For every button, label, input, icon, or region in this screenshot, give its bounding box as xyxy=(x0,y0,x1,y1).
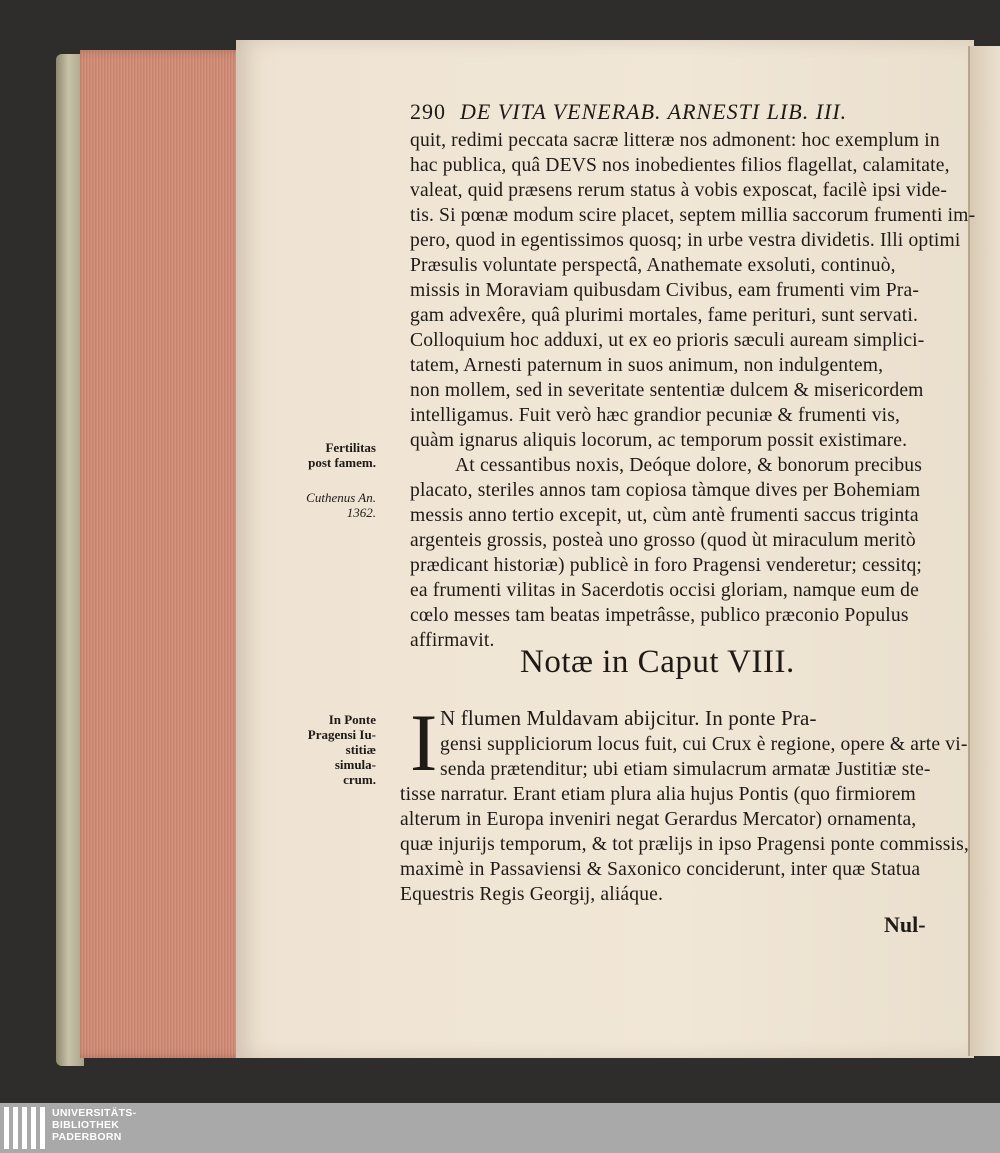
body-line: ea frumenti vilitas in Sacerdotis occisi gloriam, namque eum de xyxy=(410,580,919,601)
margin-note-line: Fertilitas xyxy=(325,440,376,455)
margin-note-line: stitiæ simula- xyxy=(334,742,376,772)
body-line: gam advexêre, quâ plurimi mortales, fame perituri, sunt servati. xyxy=(410,305,918,326)
margin-note-line: In Ponte xyxy=(328,712,376,727)
body-line: placato, steriles annos tam copiosa tàmque dives per Bohemiam xyxy=(410,480,921,501)
body-line: pero, quod in egentissimos quosq; in urbe vestra dividetis. Illi optimi xyxy=(410,230,961,251)
notes-line: senda prætenditur; ubi etiam simulacrum armatæ Justitiæ ste- xyxy=(440,759,931,780)
body-line: tis. Si pœnæ modum scire placet, septem millia saccorum frumenti im- xyxy=(410,205,976,226)
body-line: non mollem, sed in severitate sententiæ dulcem & misericordem xyxy=(410,380,924,401)
body-line: Præsulis voluntate perspectâ, Anathemate exsoluti, continuò, xyxy=(410,255,896,276)
body-line: At cessantibus noxis, Deóque dolore, & bonorum precibus xyxy=(455,455,922,476)
body-line: valeat, quid præsens rerum status à vobis exposcat, facilè ipsi vide- xyxy=(410,180,948,201)
margin-note-line: Pragensi Iu- xyxy=(307,727,376,742)
margin-note-line: crum. xyxy=(343,772,376,787)
body-line: hac publica, quâ DEVS nos inobedientes filios flagellat, calamitate, xyxy=(410,155,950,176)
margin-note-ponte xyxy=(304,712,376,787)
running-head-title: DE VITA VENERAB. ARNESTI LIB. III. xyxy=(460,99,848,124)
library-logo-text xyxy=(52,1107,136,1143)
running-head xyxy=(410,100,847,125)
notes-line: gensi suppliciorum locus fuit, cui Crux è regione, opere & arte vi- xyxy=(440,734,968,755)
body-line: Colloquium hoc adduxi, ut ex eo prioris sæculi auream simplici- xyxy=(410,330,925,351)
page-number: 290 xyxy=(410,99,446,124)
notes-line: Equestris Regis Georgij, aliáque. xyxy=(400,884,664,905)
page-edges xyxy=(80,50,260,1058)
margin-note-line: 1362. xyxy=(346,505,376,520)
body-line: prædicant historiæ) publicè in foro Pragensi venderetur; cessitq; xyxy=(410,555,922,576)
margin-note-cuthenus xyxy=(304,490,376,520)
footer-bar xyxy=(0,1103,1000,1153)
body-line: quit, redimi peccata sacræ litteræ nos admonent: hoc exemplum in xyxy=(410,130,940,151)
logo-line: PADERBORN xyxy=(52,1131,122,1143)
notes-line: alterum in Europa inveniri negat Gerardus Mercator) ornamenta, xyxy=(400,809,917,830)
notes-line: quæ injurijs temporum, & tot prælijs in ipso Pragensi ponte commissis, xyxy=(400,834,969,855)
margin-note-line: post famem. xyxy=(308,455,376,470)
section-title: Notæ in Caput VIII. xyxy=(520,644,795,680)
facing-page-edge xyxy=(968,46,1000,1056)
notes-line: N flumen Muldavam abijcitur. In ponte Pra- xyxy=(440,706,817,730)
body-line: messis anno tertio excepit, ut, cùm antè frumenti saccus triginta xyxy=(410,505,919,526)
notes-line: tisse narratur. Erant etiam plura alia hujus Pontis (quo firmiorem xyxy=(400,784,916,805)
body-line: missis in Moraviam quibusdam Civibus, eam frumenti vim Pra- xyxy=(410,280,919,301)
body-line: intelligamus. Fuit verò hæc grandior pecuniæ & frumenti vis, xyxy=(410,405,901,426)
logo-line: BIBLIOTHEK xyxy=(52,1119,120,1131)
margin-note-fertilitas xyxy=(304,440,376,470)
notes-line: maximè in Passaviensi & Saxonico conciderunt, inter quæ Statua xyxy=(400,859,921,880)
body-line: tatem, Arnesti paternum in suos animum, non indulgentem, xyxy=(410,355,884,376)
drop-cap: I xyxy=(410,697,438,788)
body-line: affirmavit. xyxy=(410,630,495,651)
body-line: argenteis grossis, posteà uno grosso (quod ùt miraculum meritò xyxy=(410,530,916,551)
catchword: Nul- xyxy=(884,912,926,937)
body-line: cœlo messes tam beatas impetrâsse, publico præconio Populus xyxy=(410,605,909,626)
logo-line: UNIVERSITÄTS- xyxy=(52,1107,137,1119)
body-line: quàm ignarus aliquis locorum, ac temporum possit existimare. xyxy=(410,430,908,451)
library-logo-icon xyxy=(4,1107,46,1149)
margin-note-line: Cuthenus An. xyxy=(306,490,376,505)
